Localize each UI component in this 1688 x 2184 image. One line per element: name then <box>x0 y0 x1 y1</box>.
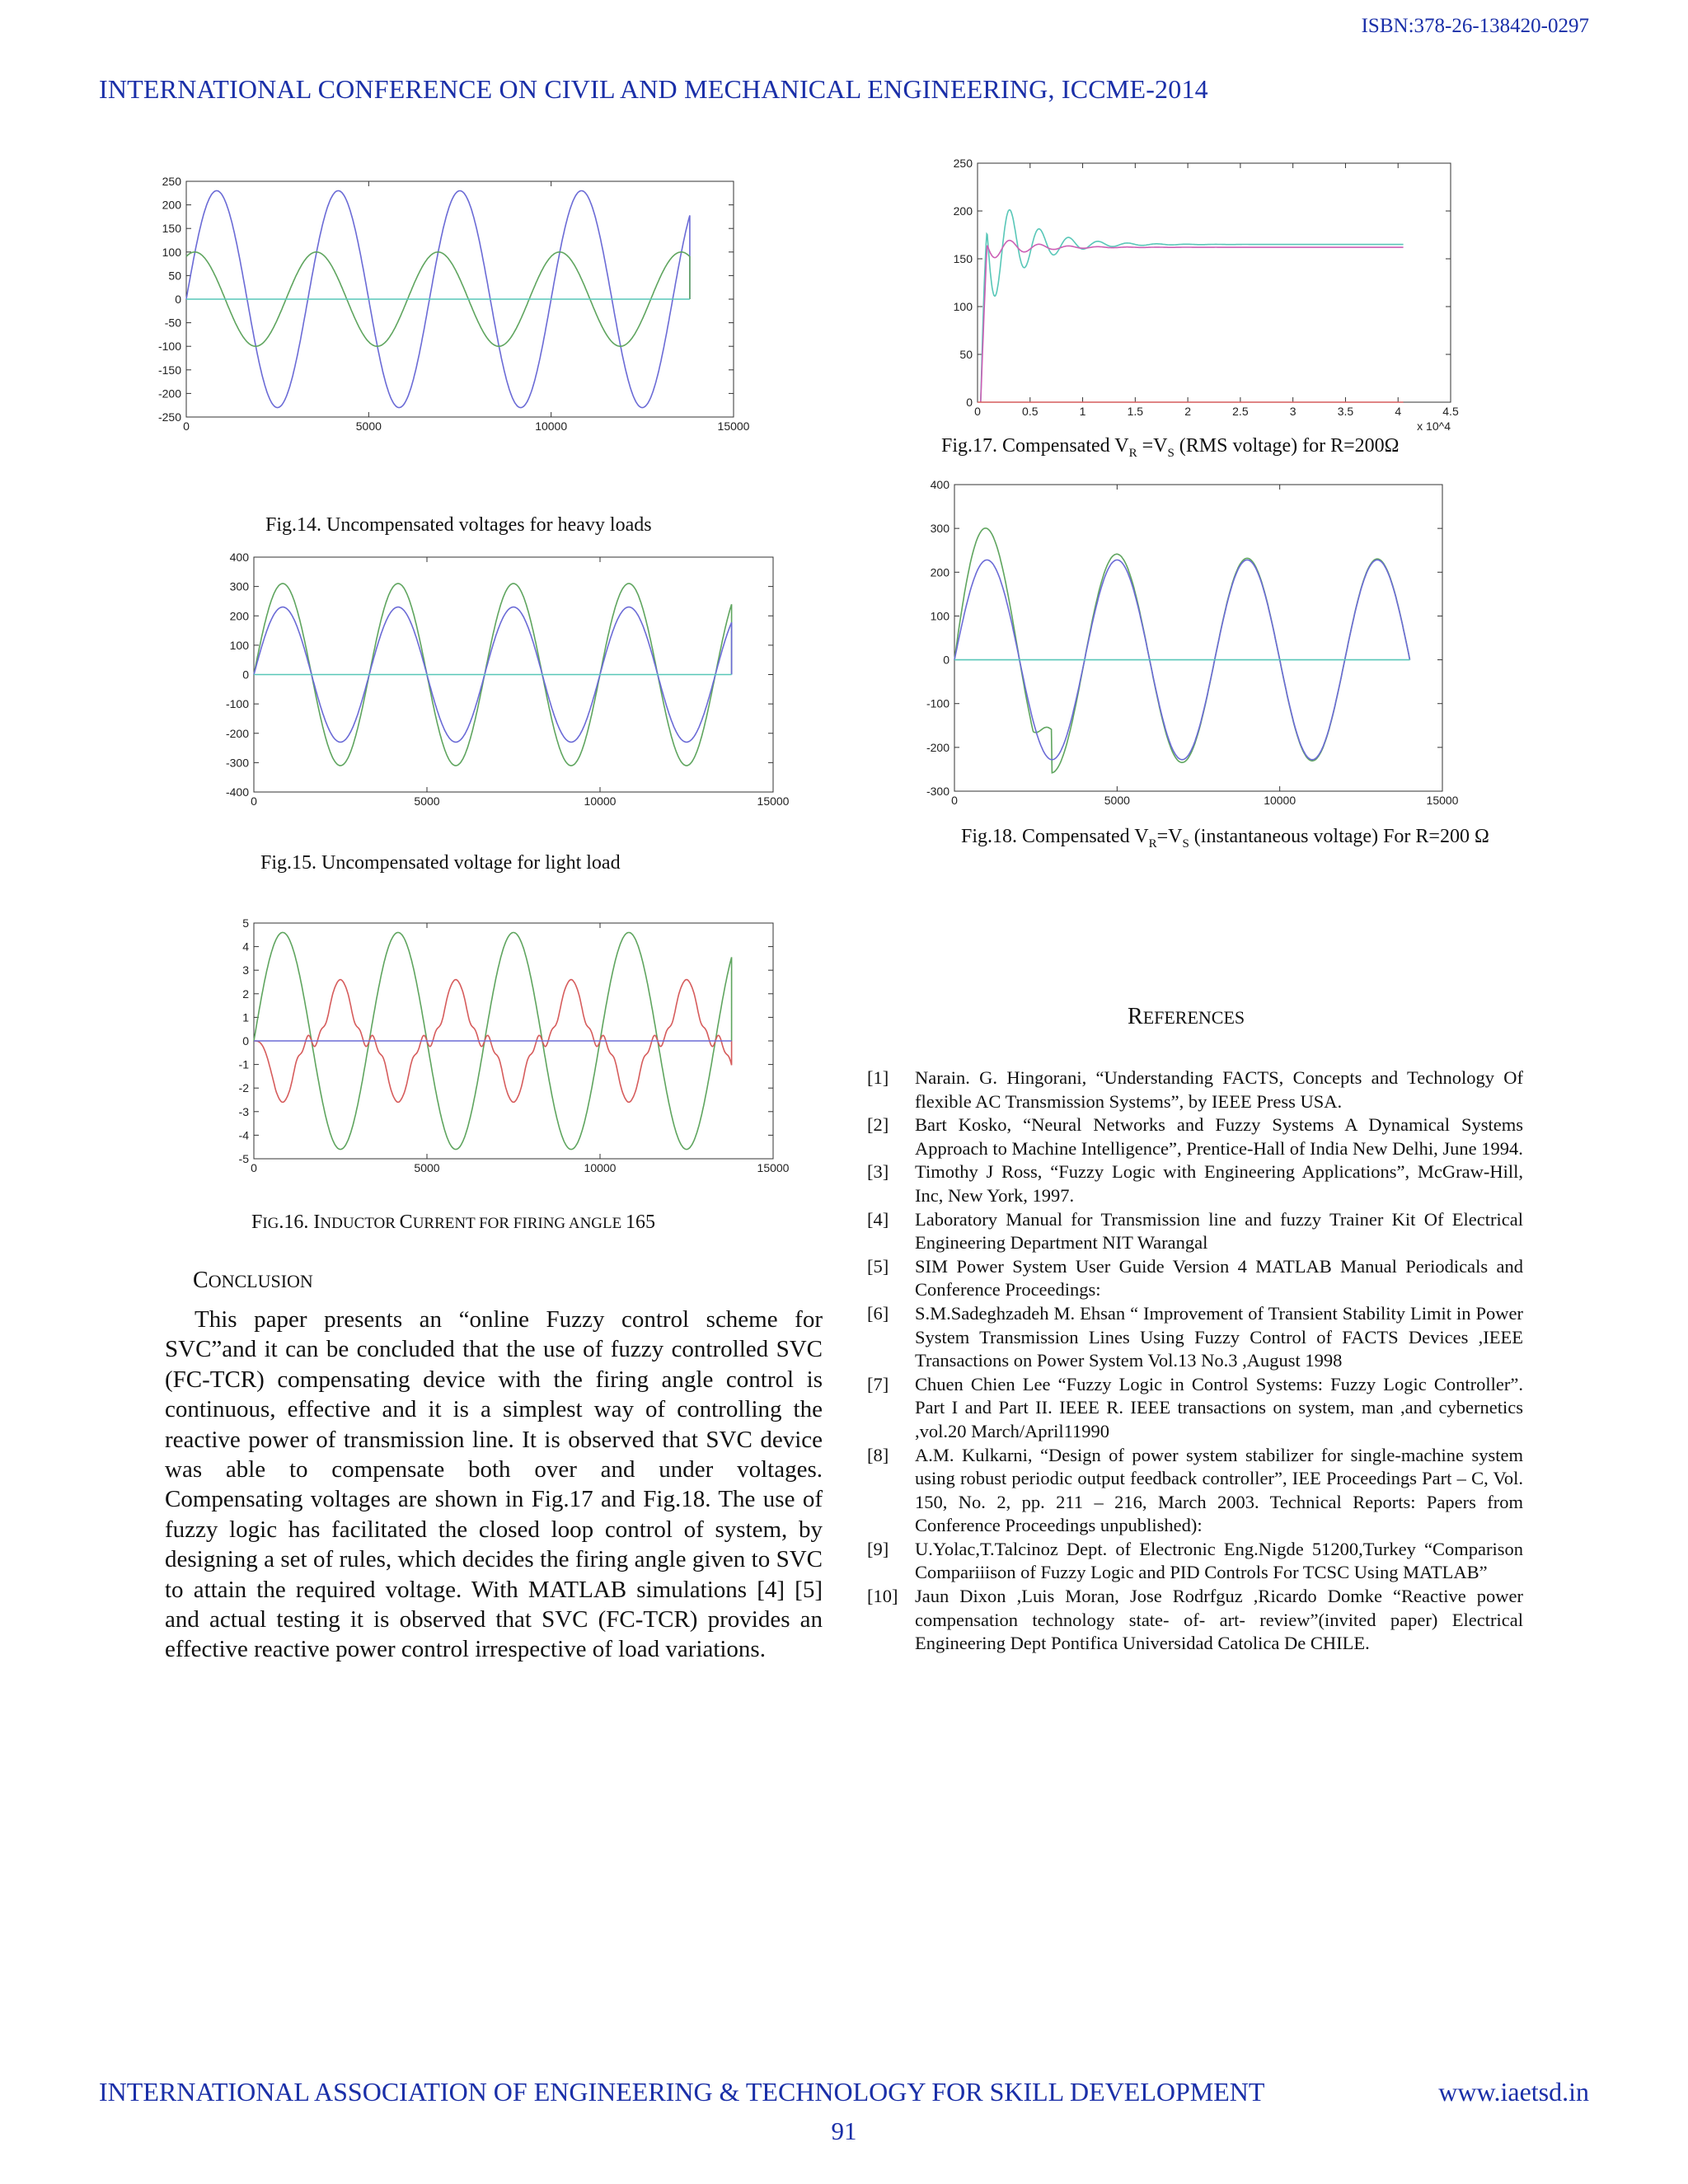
x-tick-label: 2.5 <box>1232 405 1249 418</box>
x-tick-label: 3.5 <box>1337 405 1354 418</box>
y-tick-label: -1 <box>238 1057 249 1071</box>
y-tick-label: 200 <box>162 198 181 212</box>
x-tick-label: 5000 <box>414 1161 440 1174</box>
page-number: 91 <box>831 2116 857 2145</box>
reference-item: [3] Timothy J Ross, “Fuzzy Logic with Engineering Applications”, McGraw-Hill, Inc, New York, 1997. <box>867 1161 1523 1206</box>
y-tick-label: -100 <box>225 697 249 711</box>
fig18-chart <box>907 475 1484 807</box>
fig15-chart <box>206 547 832 811</box>
x-tick-label: 5000 <box>355 419 382 433</box>
references-list <box>867 1066 1523 1656</box>
reference-item: [7] Chuen Chien Lee “Fuzzy Logic in Control Systems: Fuzzy Logic Controller”. Part I and Part II. IEEE R. IEEE transactions on system, man ,and cybernetics ,vol.20 March/April11990 <box>867 1373 1523 1441</box>
y-tick-label: 200 <box>930 565 950 579</box>
y-tick-label: -300 <box>225 756 249 770</box>
footer-website-link[interactable]: www.iaetsd.in <box>1438 2077 1589 2107</box>
x-tick-label: 0 <box>183 419 190 433</box>
reference-item: [9] U.Yolac,T.Talcinoz Dept. of Electronic Eng.Nigde 51200,Turkey “Comparison Compariiison of Fuzzy Logic and PID Controls For TCSC Using MATLAB” <box>867 1538 1523 1583</box>
fig15-caption: Fig.15. Uncompensated voltage for light load <box>260 852 621 874</box>
y-tick-label: 100 <box>229 638 249 652</box>
y-tick-label: 150 <box>162 222 181 236</box>
x-scale-note: x 10^4 <box>1417 419 1451 433</box>
x-tick-label: 10000 <box>1264 794 1296 807</box>
footer-association: INTERNATIONAL ASSOCIATION OF ENGINEERING & TECHNOLOGY FOR SKILL DEVELOPMENT <box>99 2077 1265 2107</box>
x-tick-label: 5000 <box>414 794 440 808</box>
x-tick-label: 15000 <box>717 419 750 433</box>
reference-item: [6] S.M.Sadeghzadeh M. Ehsan “ Improvement of Transient Stability Limit in Power System Transmission Lines Using Fuzzy Control of FACTS Devices ,IEEE Transactions on Power System Vol.13 No.3 ,August 1998 <box>867 1302 1523 1371</box>
x-tick-label: 10000 <box>584 1161 617 1174</box>
y-tick-label: 2 <box>242 987 249 1001</box>
y-tick-label: -150 <box>157 363 181 377</box>
y-tick-label: 200 <box>953 204 973 218</box>
y-tick-label: -400 <box>225 785 249 799</box>
y-tick-label: 100 <box>953 300 973 313</box>
y-tick-label: 250 <box>162 175 181 188</box>
y-tick-label: 300 <box>229 579 249 593</box>
fig17-chart <box>931 148 1508 433</box>
y-tick-label: -200 <box>926 740 950 754</box>
fig14-chart <box>124 157 750 437</box>
y-tick-label: -200 <box>225 726 249 740</box>
x-tick-label: 0 <box>974 405 981 418</box>
y-tick-label: 3 <box>242 963 249 977</box>
x-tick-label: 3 <box>1289 405 1296 418</box>
reference-item: [10] Jaun Dixon ,Luis Moran, Jose Rodrfguz ,Ricardo Domke “Reactive power compensation technology state- of- art- review”(invited paper) Electrical Engineering Dept Pontifica Universidad Catolica De CHILE. <box>867 1586 1523 1654</box>
y-tick-label: 4 <box>242 940 249 954</box>
x-tick-label: 0 <box>251 1161 257 1174</box>
plot-frame <box>978 163 1451 402</box>
y-tick-label: -100 <box>926 696 950 710</box>
y-tick-label: -3 <box>238 1104 249 1118</box>
x-tick-label: 15000 <box>1426 794 1459 807</box>
conclusion-heading: CONCLUSION <box>193 1268 313 1293</box>
y-tick-label: 50 <box>168 269 181 283</box>
y-tick-label: -250 <box>157 410 181 424</box>
y-tick-label: 100 <box>930 609 950 623</box>
fig16-caption: FIG.16. INDUCTOR CURRENT FOR FIRING ANGLE 165 <box>251 1212 655 1233</box>
y-tick-label: 400 <box>229 551 249 564</box>
y-tick-label: 1 <box>242 1010 249 1024</box>
y-tick-label: 200 <box>229 609 249 623</box>
fig14-caption: Fig.14. Uncompensated voltages for heavy loads <box>265 514 652 536</box>
series-line <box>954 528 1410 773</box>
x-tick-label: 15000 <box>757 794 790 808</box>
y-tick-label: 50 <box>959 348 973 361</box>
y-tick-label: -50 <box>164 316 181 330</box>
references-heading: REFERENCES <box>1128 1004 1245 1029</box>
y-tick-label: 5 <box>242 916 249 930</box>
y-tick-label: 400 <box>930 478 950 491</box>
y-tick-label: 100 <box>162 245 181 259</box>
x-tick-label: 0 <box>951 794 958 807</box>
fig16-chart <box>206 915 832 1174</box>
y-tick-label: -4 <box>238 1128 249 1142</box>
conference-header: INTERNATIONAL CONFERENCE ON CIVIL AND MECHANICAL ENGINEERING, ICCME-2014 <box>99 74 1208 104</box>
y-tick-label: -100 <box>157 340 181 354</box>
y-tick-label: -200 <box>157 387 181 401</box>
reference-item: [2] Bart Kosko, “Neural Networks and Fuzzy Systems A Dynamical Systems Approach to Machine Intelligence”, Prentice-Hall of India New Delhi, June 1994. <box>867 1114 1523 1159</box>
y-tick-label: 250 <box>953 157 973 170</box>
y-tick-label: 0 <box>175 293 181 306</box>
y-tick-label: 150 <box>953 252 973 265</box>
x-tick-label: 10000 <box>535 419 568 433</box>
x-tick-label: 4 <box>1395 405 1402 418</box>
reference-item: [8] A.M. Kulkarni, “Design of power system stabilizer for single-machine system using robust periodic output feedback controller”, IEE Proceedings Part – C, Vol. 150, No. 2, pp. 211 – 216, March 2003. Technical Reports: Papers from Conference Proceedings unpublished): <box>867 1444 1523 1536</box>
series-line <box>981 210 1404 402</box>
y-tick-label: 300 <box>930 522 950 536</box>
fig17-caption: Fig.17. Compensated $V_R =V_S$ (RMS voltage) for R=200Ω <box>941 435 1400 460</box>
x-tick-label: 1 <box>1079 405 1086 418</box>
y-tick-label: -300 <box>926 785 950 798</box>
y-tick-label: -2 <box>238 1081 249 1095</box>
y-tick-label: 0 <box>242 668 249 682</box>
reference-item: [5] SIM Power System User Guide Version 4 MATLAB Manual Periodicals and Conference Proceedings: <box>867 1255 1523 1301</box>
x-tick-label: 0.5 <box>1022 405 1039 418</box>
x-tick-label: 1.5 <box>1127 405 1144 418</box>
x-tick-label: 15000 <box>757 1161 790 1174</box>
x-tick-label: 5000 <box>1104 794 1130 807</box>
x-tick-label: 0 <box>251 794 257 808</box>
fig18-caption: Fig.18. Compensated $V_R=V_S$ (instantaneous voltage) For R=200 Ω <box>961 826 1489 851</box>
conclusion-text: This paper presents an “online Fuzzy control scheme for SVC”and it can be concluded that the use of fuzzy controlled SVC (FC-TCR) compensating device with the firing angle control is continuous, effective and it is a simplest way of controlling the reactive power of transmission line. It is observed that SVC device was able to compensate both over and under voltages. Compensating voltages are shown in Fig.17 and Fig.18. The use of fuzzy logic has facilitated the closed loop control of system, by designing a set of rules, which decides the firing angle given to SVC to attain the required voltage. With MATLAB simulations [4] [5] and actual testing it is observed that SVC (FC-TCR) provides an effective reactive power control irrespective of load variations. <box>165 1306 823 1663</box>
x-tick-label: 4.5 <box>1442 405 1459 418</box>
y-tick-label: 0 <box>943 653 950 667</box>
x-tick-label: 2 <box>1184 405 1192 418</box>
y-tick-label: 0 <box>242 1034 249 1047</box>
x-tick-label: 10000 <box>584 794 617 808</box>
reference-item: [1] Narain. G. Hingorani, “Understanding FACTS, Concepts and Technology Of flexible AC Transmission Systems”, by IEEE Press USA. <box>867 1067 1523 1112</box>
plot-frame <box>954 485 1442 791</box>
y-tick-label: -5 <box>238 1152 249 1165</box>
isbn: ISBN:378-26-138420-0297 <box>1361 15 1589 37</box>
reference-item: [4] Laboratory Manual for Transmission line and fuzzy Trainer Kit Of Electrical Engineering Department NIT Warangal <box>867 1208 1523 1254</box>
y-tick-label: 0 <box>966 396 973 409</box>
series-line <box>981 241 1404 402</box>
